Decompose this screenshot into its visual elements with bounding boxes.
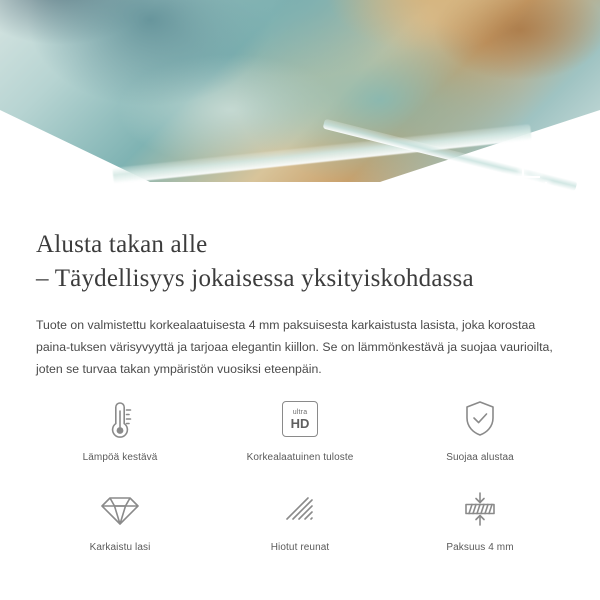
sparkle-icon <box>492 186 506 200</box>
hero-image <box>0 0 600 222</box>
text-block <box>36 228 566 380</box>
feature-item-thickness <box>390 486 570 568</box>
ultra-hd-badge-bottom: HD <box>290 415 310 431</box>
feature-item-surface-protection <box>390 396 570 478</box>
feature-label: Suojaa alustaa <box>446 452 514 463</box>
headline-line-2: – Täydellisyys jokaisessa yksityiskohdassa <box>36 265 474 292</box>
sparkle-icon <box>506 160 540 194</box>
feature-label: Hiotut reunat <box>270 542 330 553</box>
feature-item-polished-edges <box>210 486 390 568</box>
feature-label: Paksuus 4 mm <box>446 542 514 553</box>
ultra-hd-badge-top: ultra <box>292 408 308 416</box>
feature-item-heat-resistant <box>30 396 210 478</box>
feature-item-print-quality <box>210 396 390 478</box>
sparkle-icon <box>536 182 556 202</box>
thickness-icon <box>458 486 502 532</box>
shield-check-icon <box>460 396 500 442</box>
diamond-icon <box>98 486 142 532</box>
body-paragraph: Tuote on valmistettu korkealaatuisesta 4 mm paksuisesta karkaistusta lasista, joka korostaa paina-tuksen värisyvyyttä ja tarjoaa elegantin kiillon. Se on lämmönkestävä ja suojaa vaurioilta, joten se turvaa takan ympäristön vuosiksi eteenpäin. <box>36 318 553 376</box>
feature-label: Lämpöä kestävä <box>82 452 158 463</box>
feature-item-tempered-glass <box>30 486 210 568</box>
marble-glass-panel-photo <box>0 0 600 222</box>
headline-line-1: Alusta takan alle <box>36 231 208 258</box>
polished-edges-icon <box>278 486 322 532</box>
feature-label: Karkaistu lasi <box>89 542 151 553</box>
thermometer-icon <box>100 396 140 442</box>
ultra-hd-icon <box>282 396 318 442</box>
feature-label: Korkealaatuinen tuloste <box>246 452 354 463</box>
page-title <box>36 228 566 296</box>
feature-grid <box>30 396 570 568</box>
